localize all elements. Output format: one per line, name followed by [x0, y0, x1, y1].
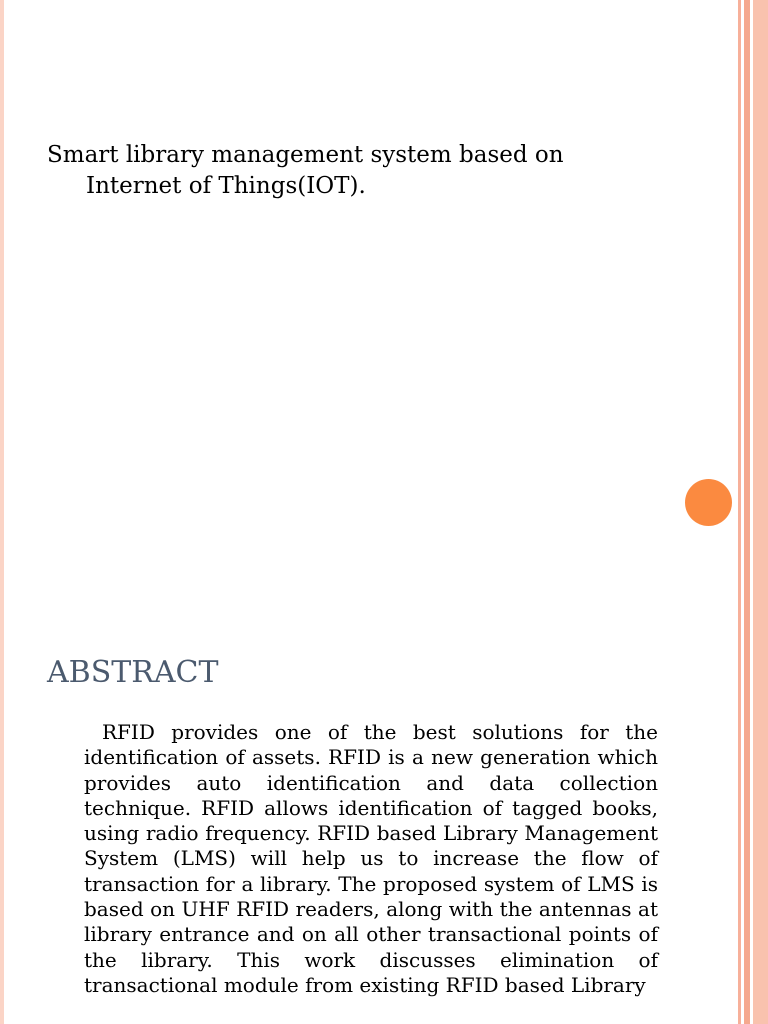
slide-title	[47, 140, 667, 202]
abstract-heading: ABSTRACT	[47, 655, 219, 690]
stripe-thin	[738, 0, 741, 1024]
stripe-wide	[753, 0, 768, 1024]
slide-title-line-2: Internet of Things(IOT).	[86, 173, 366, 199]
decorative-side-stripes	[738, 0, 768, 1024]
slide-title-line-1: Smart library management system based on	[47, 142, 564, 168]
orange-circle-decoration	[685, 479, 732, 526]
abstract-body-text: RFID provides one of the best solutions for the identification of assets. RFID is a new generation which provides auto identification and data collection technique. RFID allows identification of tagged books, using radio frequency. RFID based Library Management System (LMS) will help us to increase the flow of transaction for a library. The proposed system of LMS is based on UHF RFID readers, along with the antennas at library entrance and on all other transactional points of the library. This work discusses elimination of transactional module from existing RFID based Library	[84, 720, 658, 997]
stripe-medium	[744, 0, 750, 1024]
left-border-rule	[0, 0, 4, 1024]
